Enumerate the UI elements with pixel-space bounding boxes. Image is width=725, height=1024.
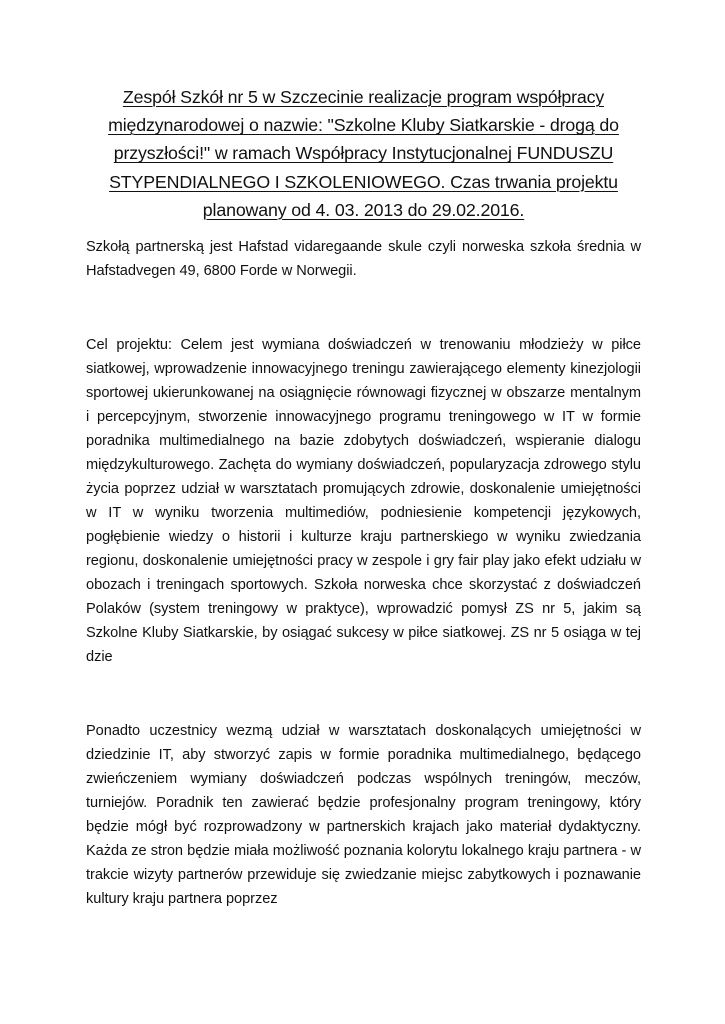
paragraph-workshops: Ponadto uczestnicy wezmą udział w warsztatach doskonalących umiejętności w dziedzinie IT, aby stworzyć zapis w formie poradnika multimedialnego, będącego zwieńczeniem wymiany doświadczeń podczas wspólnych treningów, meczów, turniejów. Poradnik ten zawierać będzie profesjonalny program treningowy, który będzie mógł być rozprowadzony w partnerskich krajach jako materiał dydaktyczny. Każda ze stron będzie miała możliwość poznania kolorytu lokalnego kraju partnera - w trakcie wizyty partnerów przewiduje się zwiedzanie miejsc zabytkowych i poznawanie kultury kraju partnera poprzez bbox=[86, 723, 641, 908]
paragraph-partner-school: Szkołą partnerską jest Hafstad vidaregaande skule czyli norweska szkoła średnia w Hafstadvegen 49, 6800 Forde w Norwegii. bbox=[86, 239, 641, 280]
document-title: Zespół Szkół nr 5 w Szczecinie realizacje program współpracy międzynarodowej o nazwie: "Szkolne Kluby Siatkarskie - drogą do przyszłości!" w ramach Współpracy Instytucjonalnej FUNDUSZU STYPENDIALNEGO I SZKOLENIOWEGO. Czas trwania projektu planowany od 4. 03. 2013 do 29.02.2016. bbox=[108, 87, 619, 220]
paragraph-project-goal: Cel projektu: Celem jest wymiana doświadczeń w trenowaniu młodzieży w piłce siatkowej, wprowadzenie innowacyjnego treningu zawierającego elementy kinezjologii sportowej ukierunkowanej na osiągnięcie równowagi fizycznej w obszarze mentalnym i percepcyjnym, stworzenie innowacyjnego programu treningowego w IT w formie poradnika multimedialnego na bazie zdobytych doświadczeń, wspieranie dialogu międzykulturowego. Zachęta do wymiany doświadczeń, popularyzacja zdrowego stylu życia poprzez udział w warsztatach promujących zdrowie, doskonalenie umiejętności w IT w wyniku tworzenia multimediów, podniesienie kompetencji językowych, pogłębienie wiedzy o historii i kulturze kraju partnerskiego w wyniku zwiedzania regionu, doskonalenie umiejętności pracy w zespole i gry fair play jako efekt udziału w obozach i treningach sportowych. Szkoła norweska chce skorzystać z doświadczeń Polaków (system treningowy w praktyce), wprowadzić pomysł ZS nr 5, jakim są Szkolne Kluby Siatkarskie, by osiągać sukcesy w piłce siatkowej. ZS nr 5 osiąga w tej dzie bbox=[86, 337, 641, 666]
